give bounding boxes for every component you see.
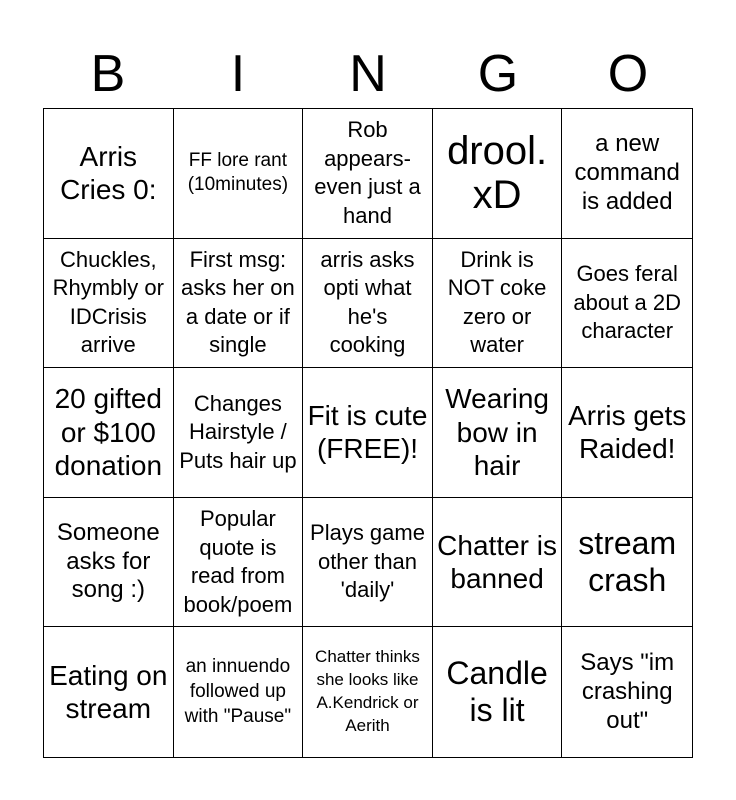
bingo-cell-r4c1[interactable]: Someone asks for song :) <box>44 498 174 628</box>
bingo-cell-r3c1[interactable]: 20 gifted or $100 donation <box>44 368 174 498</box>
header-letter-i: I <box>230 45 246 103</box>
bingo-cell-r5c3[interactable]: Chatter thinks she looks like A.Kendrick or Aerith <box>303 627 433 757</box>
header-letter-b: B <box>90 45 126 103</box>
bingo-cell-r1c5[interactable]: a new command is added <box>562 109 692 239</box>
bingo-cell-r1c1[interactable]: Arris Cries 0: <box>44 109 174 239</box>
bingo-cell-r1c4[interactable]: drool. xD <box>433 109 563 239</box>
bingo-cell-r2c3[interactable]: arris asks opti what he's cooking <box>303 239 433 369</box>
bingo-cell-r2c1[interactable]: Chuckles, Rhymbly or IDCrisis arrive <box>44 239 174 369</box>
bingo-cell-r5c4[interactable]: Candle is lit <box>433 627 563 757</box>
bingo-cell-r3c2[interactable]: Changes Hairstyle / Puts hair up <box>174 368 304 498</box>
bingo-cell-r3c4[interactable]: Wearing bow in hair <box>433 368 563 498</box>
bingo-cell-r5c5[interactable]: Says "im crashing out" <box>580 649 675 734</box>
header-letter-n: N <box>349 45 387 103</box>
bingo-cell-r5c2[interactable]: an innuendo followed up with "Pause" <box>174 627 304 757</box>
bingo-cell-r2c2[interactable]: First msg: asks her on a date or if single <box>174 239 304 369</box>
bingo-cell-r4c5[interactable]: stream crash <box>562 498 692 628</box>
bingo-board <box>43 108 693 758</box>
bingo-cell-r4c3[interactable]: Plays game other than 'daily' <box>303 498 433 628</box>
bingo-cell-r3c5[interactable]: Arris gets Raided! <box>562 368 692 498</box>
bingo-cell-r4c2[interactable]: Popular quote is read from book/poem <box>174 498 304 628</box>
header-letter-o: O <box>607 45 649 103</box>
bingo-cell-r5c1[interactable]: Eating on stream <box>44 627 174 757</box>
bingo-header <box>43 40 693 108</box>
bingo-cell-r4c4[interactable]: Chatter is banned <box>433 498 563 628</box>
header-letter-g: G <box>477 45 519 103</box>
bingo-cell-r2c5[interactable]: Goes feral about a 2D character <box>562 239 692 369</box>
bingo-cell-r1c2[interactable]: FF lore rant (10minutes) <box>174 109 304 239</box>
bingo-cell-r1c3[interactable]: Rob appears- even just a hand <box>303 109 433 239</box>
bingo-cell-r3c3[interactable]: Fit is cute (FREE)! <box>303 368 433 498</box>
bingo-cell-r2c4[interactable]: Drink is NOT coke zero or water <box>433 239 563 369</box>
